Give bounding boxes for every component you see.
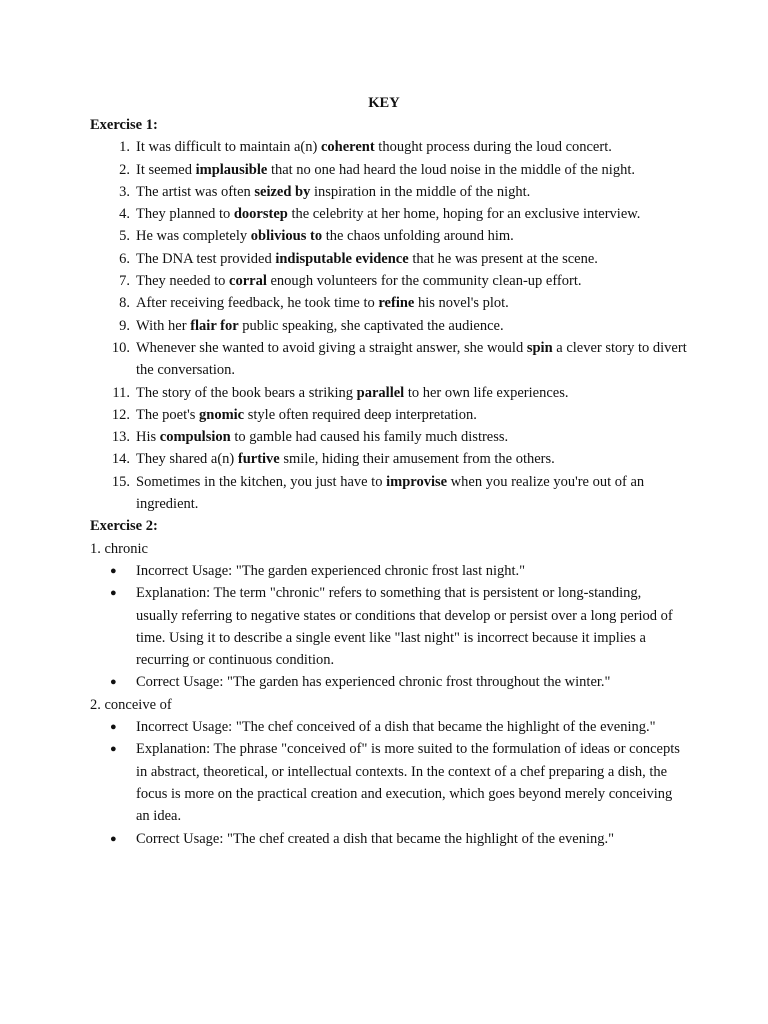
sentence-start: Sometimes in the kitchen, you just have to bbox=[136, 473, 387, 490]
answer-word: flair for bbox=[190, 317, 239, 334]
sentence-start: The poet's bbox=[136, 406, 200, 423]
list-item bbox=[90, 270, 690, 292]
sentence-start: The story of the book bears a striking bbox=[136, 384, 357, 401]
exercise-2-heading: Exercise 2: bbox=[90, 518, 158, 535]
sentence-end: public speaking, she captivated the audience. bbox=[238, 317, 504, 334]
entry-word: 1. chronic bbox=[90, 540, 148, 557]
answer-word: spin bbox=[526, 339, 553, 356]
list-item bbox=[90, 471, 690, 516]
sentence-start: He was completely bbox=[136, 228, 251, 245]
list-item bbox=[90, 337, 690, 382]
bullet-item bbox=[90, 582, 690, 671]
list-item bbox=[90, 404, 690, 426]
bullet-text: Explanation: The phrase "conceived of" is more suited to the formulation of ideas or concepts in abstract, theoretical, or intellectual contexts. In the context of a chef preparing a dish, the focus is more on the practical creation and execution, which goes beyond merely conceiving an idea. bbox=[136, 741, 680, 825]
list-item bbox=[90, 181, 690, 203]
exercise-1-list bbox=[90, 136, 690, 515]
bullet-text: Explanation: The term "chronic" refers to something that is persistent or long-standing, usually referring to negative states or conditions that develop or persist over a long period of time. Using it to describe a single event like "last night" is incorrect because it implies a recurring or continuous condition. bbox=[136, 585, 673, 669]
sentence-end: that he was present at the scene. bbox=[408, 250, 598, 267]
sentence-end: his novel's plot. bbox=[414, 295, 509, 312]
entry-bullet-list bbox=[90, 560, 690, 694]
sentence-end: the chaos unfolding around him. bbox=[322, 228, 514, 245]
answer-word: compulsion bbox=[159, 429, 231, 446]
sentence-start: They planned to bbox=[136, 206, 234, 223]
bullet-icon: ● bbox=[110, 832, 117, 845]
answer-word: indisputable evidence bbox=[275, 250, 409, 267]
answer-word: improvise bbox=[386, 473, 448, 490]
sentence-end: the celebrity at her home, hoping for an exclusive interview. bbox=[287, 206, 641, 223]
sentence-start: Whenever she wanted to avoid giving a straight answer, she would bbox=[136, 339, 527, 356]
sentence-start: His bbox=[136, 429, 160, 446]
entry-bullet-list bbox=[90, 716, 690, 850]
exercise-2-entries bbox=[90, 538, 690, 850]
sentence-end: style often required deep interpretation. bbox=[244, 406, 477, 423]
answer-word: doorstep bbox=[233, 206, 288, 223]
list-item bbox=[90, 382, 690, 404]
item-number: 11. bbox=[112, 384, 130, 401]
answer-word: implausible bbox=[195, 161, 268, 178]
sentence-start: With her bbox=[136, 317, 191, 334]
answer-word: furtive bbox=[237, 451, 280, 468]
item-number: 13. bbox=[111, 429, 130, 446]
sentence-start: It was difficult to maintain a(n) bbox=[136, 139, 321, 156]
entry-word: 2. conceive of bbox=[90, 696, 172, 713]
bullet-text: Incorrect Usage: "The garden experienced chronic frost last night." bbox=[136, 562, 526, 579]
answer-word: seized by bbox=[254, 183, 311, 200]
bullet-text: Correct Usage: "The chef created a dish that became the highlight of the evening." bbox=[136, 830, 615, 847]
list-item bbox=[90, 448, 690, 470]
item-number: 2. bbox=[119, 161, 130, 178]
answer-word: refine bbox=[378, 295, 415, 312]
bullet-item bbox=[90, 738, 690, 827]
bullet-text: Correct Usage: "The garden has experienced chronic frost throughout the winter." bbox=[136, 674, 611, 691]
page-title: KEY bbox=[368, 95, 400, 111]
bullet-item bbox=[90, 828, 690, 850]
sentence-end: thought process during the loud concert. bbox=[374, 139, 612, 156]
list-item bbox=[90, 225, 690, 247]
sentence-end: a clever story to divert the conversation. bbox=[136, 339, 687, 379]
item-number: 12. bbox=[111, 406, 130, 423]
document-content bbox=[90, 114, 690, 850]
exercise-1-heading: Exercise 1: bbox=[90, 117, 158, 133]
sentence-end: that no one had heard the loud noise in the middle of the night. bbox=[267, 161, 635, 178]
sentence-start: The artist was often bbox=[136, 183, 255, 200]
item-number: 15. bbox=[111, 473, 130, 490]
word-entry bbox=[90, 694, 690, 850]
bullet-icon: ● bbox=[110, 721, 117, 734]
bullet-item bbox=[90, 716, 690, 738]
answer-word: parallel bbox=[356, 384, 405, 401]
list-item bbox=[90, 426, 690, 448]
item-number: 3. bbox=[119, 183, 130, 200]
answer-word: coherent bbox=[320, 139, 375, 156]
list-item bbox=[90, 159, 690, 181]
sentence-end: when you realize you're out of an ingredient. bbox=[136, 473, 645, 513]
item-number: 5. bbox=[119, 228, 130, 245]
list-item bbox=[90, 136, 690, 158]
sentence-end: inspiration in the middle of the night. bbox=[310, 183, 531, 200]
sentence-start: It seemed bbox=[136, 161, 196, 178]
item-number: 7. bbox=[119, 273, 130, 290]
item-number: 8. bbox=[119, 295, 130, 312]
sentence-end: to her own life experiences. bbox=[404, 384, 569, 401]
item-number: 10. bbox=[111, 339, 130, 356]
list-item bbox=[90, 248, 690, 270]
sentence-start: They needed to bbox=[136, 273, 230, 290]
item-number: 4. bbox=[119, 206, 130, 223]
bullet-icon: ● bbox=[110, 587, 117, 600]
sentence-end: smile, hiding their amusement from the others. bbox=[279, 451, 555, 468]
word-entry bbox=[90, 538, 690, 694]
bullet-item bbox=[90, 560, 690, 582]
bullet-item bbox=[90, 671, 690, 693]
item-number: 1. bbox=[119, 139, 130, 156]
sentence-start: They shared a(n) bbox=[136, 451, 238, 468]
item-number: 14. bbox=[111, 451, 130, 468]
bullet-text: Incorrect Usage: "The chef conceived of a dish that became the highlight of the evening." bbox=[136, 719, 656, 736]
answer-word: gnomic bbox=[199, 406, 245, 423]
list-item bbox=[90, 292, 690, 314]
bullet-icon: ● bbox=[110, 564, 117, 577]
item-number: 6. bbox=[119, 250, 130, 267]
bullet-icon: ● bbox=[110, 743, 117, 756]
sentence-start: After receiving feedback, he took time to bbox=[136, 295, 379, 312]
list-item bbox=[90, 315, 690, 337]
sentence-start: The DNA test provided bbox=[136, 250, 276, 267]
bullet-icon: ● bbox=[110, 676, 117, 689]
answer-word: oblivious to bbox=[250, 228, 323, 245]
answer-word: corral bbox=[229, 273, 267, 290]
sentence-end: enough volunteers for the community clean-up effort. bbox=[266, 273, 582, 290]
sentence-end: to gamble had caused his family much distress. bbox=[230, 429, 509, 446]
list-item bbox=[90, 203, 690, 225]
item-number: 9. bbox=[119, 317, 130, 334]
